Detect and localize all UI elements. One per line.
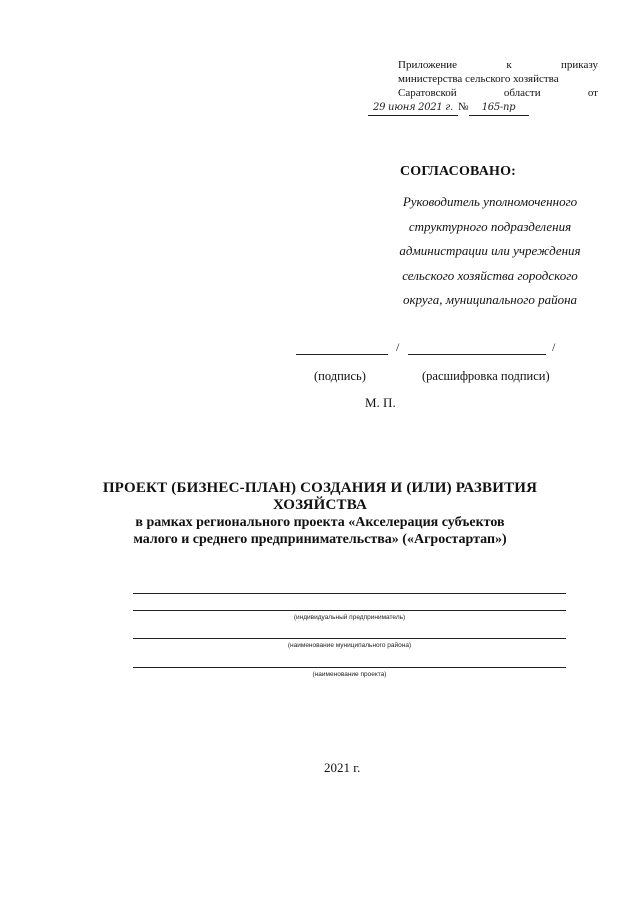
appendix-word-from: от <box>587 87 598 99</box>
signature-decoding-label: (расшифровка подписи) <box>422 369 550 383</box>
entrepreneur-rule <box>133 610 566 611</box>
approver-line: структурного подразделения <box>408 218 572 234</box>
approver-line: округа, муниципального района <box>402 292 578 307</box>
approval-title: СОГЛАСОВАНО: <box>400 164 517 179</box>
approver-position <box>370 190 610 313</box>
appendix-word-to: к <box>506 59 512 71</box>
appendix-word-region: Саратовской <box>398 87 457 99</box>
approver-line: администрации или учреждения <box>399 243 581 258</box>
signature-separator-end: / <box>552 340 556 354</box>
entrepreneur-field[interactable] <box>133 610 566 621</box>
project-field[interactable] <box>133 667 566 678</box>
appendix-block <box>398 58 598 100</box>
signature-blank[interactable] <box>296 340 388 355</box>
entrepreneur-rule-top <box>133 593 566 594</box>
order-number-handwritten: 165-пр <box>469 101 529 116</box>
entrepreneur-caption: (индивидуальный предприниматель) <box>293 614 406 621</box>
order-number-sign: № <box>458 101 469 113</box>
document-heading <box>60 480 580 548</box>
appendix-word-oblast: области <box>503 87 541 99</box>
district-field[interactable] <box>133 638 566 649</box>
signature-separator: / <box>396 340 400 354</box>
entrepreneur-field-extra[interactable] <box>133 593 566 594</box>
signature-row <box>296 340 566 358</box>
approver-line: Руководитель уполномоченного <box>402 194 578 209</box>
document-year: 2021 г. <box>324 760 361 775</box>
district-caption: (наименование муниципального района) <box>287 642 412 649</box>
heading-title-line-1: ПРОЕКТ (БИЗНЕС-ПЛАН) СОЗДАНИЯ И (ИЛИ) РАЗВИТИЯ <box>102 480 538 496</box>
appendix-line-1 <box>398 58 598 72</box>
heading-subtitle-line-2: малого и среднего предпринимательства» («Агростартап») <box>133 532 507 547</box>
approver-line: сельского хозяйства городского <box>402 267 578 283</box>
appendix-word-appendix: Приложение <box>398 59 458 71</box>
heading-subtitle-line-1: в рамках регионального проекта «Акселерация субъектов <box>135 515 505 530</box>
appendix-line-2: министерства сельского хозяйства <box>398 73 559 85</box>
project-caption: (наименование проекта) <box>312 671 387 678</box>
appendix-word-order: приказу <box>561 59 598 71</box>
order-date-handwritten: 29 июня 2021 г. <box>368 101 458 116</box>
order-date-number <box>368 100 543 116</box>
signature-decoding-blank[interactable] <box>408 340 546 355</box>
project-rule <box>133 667 566 668</box>
district-rule <box>133 638 566 639</box>
stamp-placeholder: М. П. <box>365 395 396 410</box>
heading-title-line-2: ХОЗЯЙСТВА <box>272 497 368 513</box>
signature-label: (подпись) <box>314 369 366 383</box>
appendix-line-3 <box>398 86 598 100</box>
